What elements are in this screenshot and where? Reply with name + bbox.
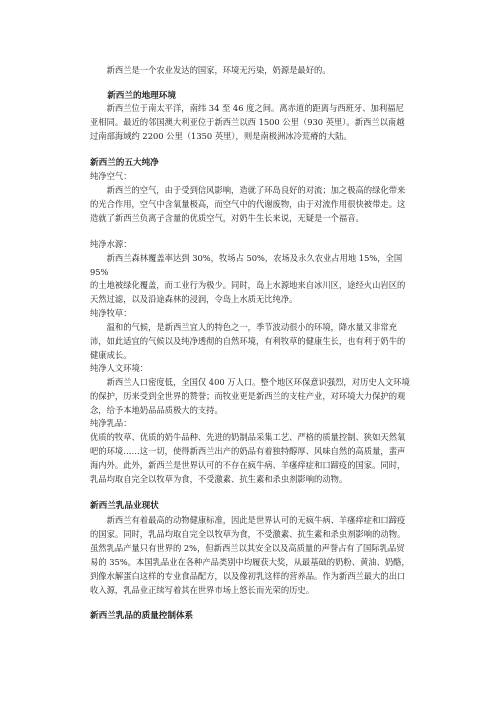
label-pure-water: 纯净水源： <box>90 239 132 249</box>
section-title-purity: 新西兰的五大纯净 <box>90 158 159 168</box>
label-pure-pasture: 纯净牧草： <box>90 308 132 318</box>
section-title-geography: 新西兰的地理环境 <box>107 91 176 101</box>
intro-paragraph: 新西兰是一个农业发达的国家，环境无污染，奶源是最好的。 <box>106 65 331 75</box>
pure-water-paragraph-2: 的土地被绿化覆盖，而工业行为极少。同时，岛上水源地来自冰川区，途经火山岩区的天然过滤，以及沿途森林的浸润，令岛上水质无比纯净。 <box>90 280 406 304</box>
section-title-quality-control: 新西兰乳品的质量控制体系 <box>90 611 194 621</box>
section-title-industry-status: 新西兰乳品业现状 <box>90 501 159 511</box>
pure-culture-paragraph: 新西兰人口密度低，全国仅 400 万人口。整个地区环保意识强烈，对历史人文环境的保护，历来受到全世界的赞誉；而牧业更是新西兰的支柱产业，对环境大力保护的观念，给予本地奶品品质极大的支持。 <box>90 377 410 415</box>
pure-dairy-paragraph: 优质的牧草、优质的奶牛品种、先进的奶制品采集工艺、严格的质量控制、狭如天然氧吧的环境……这一切，使得新西兰出产的奶品有着独特醇厚、风味自然的高质量，蜚声海内外。此外，新西兰是世界认可的不存在疯牛病、羊瘙痒症和口蹄疫的国家。同时，乳品均取自完全以牧草为食，不受激素、抗生素和杀虫剂影响的动物。 <box>90 432 406 484</box>
pure-air-paragraph: 新西兰的空气，由于受到信风影响，造就了环岛良好的对流；加之极高的绿化带来的光合作用，空气中含氧量极高，而空气中的代谢废物，由于对流作用很快被带走。这造就了新西兰负离子含量的优质空气，对奶牛生长来说，无疑是一个福音。 <box>90 185 406 223</box>
industry-status-paragraph: 新西兰有着最高的动物健康标准，因此是世界认可的无疯牛病、羊瘙痒症和口蹄疫的国家。同时，乳品均取自完全以牧草为食，不受激素、抗生素和杀虫剂影响的动物。虽然乳品产量只有世界的 2%，但新西兰以其安全以及高质量的声誉占有了国际乳品贸易的 35%。本国乳品业在各种产品类别中均履获大奖，从最基础的奶粉、黄油、奶酪，到像水解蛋白这样的专业食品配方，以及像初乳这样的营养品。作为新西兰最大的出口收入源，乳品业正续写着其在世界市场上悠长而光荣的历史。 <box>90 515 410 595</box>
pure-pasture-paragraph: 温和的气候，是新西兰宜人的特色之一，季节波动很小的环境，降水量又非常充沛，如此适宜的气候以及纯净透彻的自然环境，有利牧草的健康生长，也有利于奶牛的健康成长。 <box>90 322 406 360</box>
pure-water-paragraph-1: 新西兰森林覆盖率达到 30%，牧场占 50%，农场及永久农业占用地 15%，全国 95% <box>90 253 403 277</box>
geography-paragraph: 新西兰位于南太平洋，南纬 34 至 46 度之间。离赤道的距离与西班牙、加利福尼亚相同。最近的邻国澳大利亚位于新西兰以西 1500 公里（930 英里）。新西兰以南越过南部海域约 2200 公里（1350 英里），则是南极洲冰冷荒瘠的大陆。 <box>90 103 405 141</box>
label-pure-culture: 纯净人文环境： <box>90 363 149 373</box>
label-pure-dairy: 纯净乳品： <box>90 418 132 428</box>
label-pure-air: 纯净空气： <box>90 171 132 181</box>
